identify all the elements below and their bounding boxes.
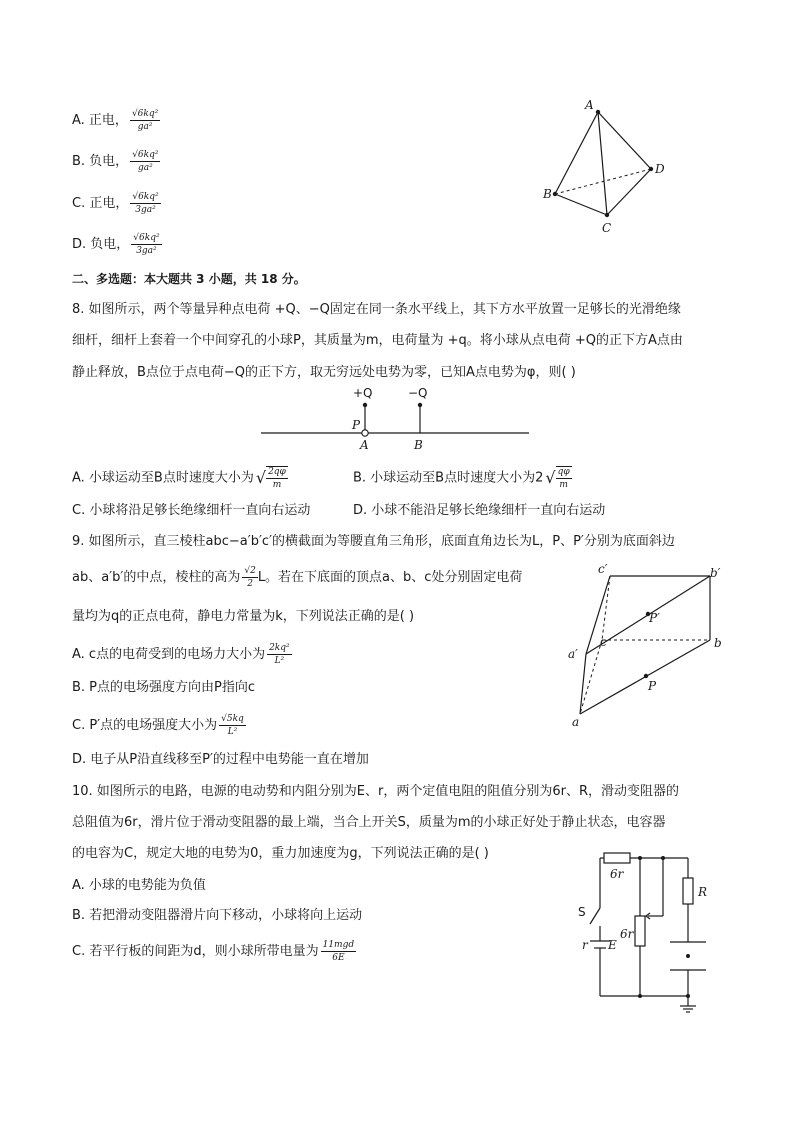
minus-q-label: −Q: [408, 386, 428, 400]
fraction: $\frac{√5kq}{\text{L²}}$: [221, 714, 244, 737]
vertex-label-a: A: [585, 98, 594, 112]
point-p-prime-label: P′: [649, 611, 660, 625]
q10-option-c: C. 若平行板的间距为d，则小球所带电量为 $\frac{\text{11mgd}}{6E}$: [72, 940, 355, 963]
q8-charges-figure: [255, 382, 535, 456]
label-r-resistor: R: [698, 885, 708, 899]
q10-option-a: A. 小球的电势能为负值: [72, 878, 206, 893]
q9-line-2: ab、a′b′的中点，棱柱的高为 $\frac{√2}{2}$ L。若在下底面的顶点a、b、c处分别固定电荷: [72, 566, 523, 589]
fraction: $\frac{\text{√6kq²}}{\text{3ga²}}$: [132, 192, 159, 215]
tetrahedron-figure: [535, 92, 675, 240]
option-label: C. 正电，: [72, 196, 129, 211]
point-b-label: B: [414, 438, 423, 452]
option-label: A. 正电，: [72, 113, 128, 128]
vertex-label-d: D: [655, 162, 665, 176]
q8-option-c: C. 小球将沿足够长绝缘细杆一直向右运动: [72, 503, 311, 518]
fraction: $\frac{\text{√6kq²}}{\text{ga²}}$: [131, 109, 159, 132]
q9-line-3: 量均为q的正点电荷，静电力常量为k，下列说法正确的是( ): [72, 609, 415, 624]
fraction: $\frac{\text{√6kq²}}{\text{3ga²}}$: [133, 233, 160, 256]
vertex-label-b: b: [714, 636, 722, 650]
q7-option-b: [72, 150, 160, 173]
circuit-figure: [570, 846, 720, 1018]
plus-q-label: +Q: [353, 386, 373, 400]
option-label: B. 负电，: [72, 154, 129, 169]
q8-line-2: 细杆，细杆上套着一个中间穿孔的小球P，其质量为m，电荷量为 +q。将小球从点电荷 +Q的正下方A点由: [72, 333, 683, 348]
fraction: $\frac{\text{11mgd}}{6E}$: [322, 940, 355, 963]
q8-option-a: [72, 466, 288, 490]
vertex-label-c-prime: c′: [598, 562, 608, 576]
fraction: $\frac{q\varphi}{m}$: [557, 467, 570, 490]
q8-line-3: 静止释放，B点位于点电荷−Q的正下方，取无穷远处电势为零，已知A点电势为φ，则( ): [72, 365, 576, 380]
vertex-label-b-prime: b′: [710, 566, 721, 580]
fraction: $\frac{√2}{2}$: [244, 566, 256, 589]
vertex-label-a-prime: a′: [568, 647, 578, 661]
point-a-label: A: [360, 438, 369, 452]
option-text: A. 小球运动至B点时速度大小为: [72, 470, 254, 486]
option-text: B. 小球运动至B点时速度大小为2: [353, 470, 544, 486]
vertex-label-b: B: [543, 187, 552, 201]
point-p-label: P: [352, 418, 361, 432]
option-label: D. 负电，: [72, 237, 130, 252]
q9-option-a: A. c点的电荷受到的电场力大小为 $\frac{\text{2kq²}}{\text{L²}}$: [72, 643, 290, 666]
q9-line-1: 9. 如图所示，直三棱柱abc−a′b′c′的横截面为等腰直角三角形，底面直角边长为L，P、P′分别为底面斜边: [72, 534, 675, 549]
q9-option-b: B. P点的电场强度方向由P指向c: [72, 680, 256, 695]
label-emf-e: E: [608, 938, 617, 952]
label-r-internal: r: [582, 938, 588, 952]
vertex-label-c: C: [602, 221, 612, 235]
fraction: $\frac{2q\varphi}{m}$: [268, 467, 286, 490]
sqrt-sign: √: [545, 468, 556, 487]
q8-option-d: D. 小球不能沿足够长绝缘细杆一直向右运动: [353, 503, 606, 518]
point-p-label: P: [648, 679, 657, 693]
q10-line-3: 的电容为C，规定大地的电势为0，重力加速度为g，下列说法正确的是( ): [72, 846, 489, 861]
section-title: 二、多选题：本大题共 3 小题，共 18 分。: [72, 272, 306, 286]
fraction: $\frac{\text{√6kq²}}{\text{ga²}}$: [132, 150, 159, 173]
label-switch-s: S: [578, 905, 586, 919]
fraction: $\frac{\text{2kq²}}{\text{L²}}$: [269, 643, 290, 666]
vertex-label-c: c: [600, 635, 607, 649]
vertex-label-a: a: [572, 715, 580, 729]
label-6r-top: 6r: [610, 867, 624, 881]
q10-line-1: 10. 如图所示的电路，电源的电动势和内阻分别为E、r，两个定值电阻的阻值分别为6r、R，滑动变阻器的: [72, 784, 680, 799]
q9-option-d: D. 电子从P沿直线移至P′的过程中电势能一直在增加: [72, 752, 369, 767]
q10-option-b: B. 若把滑动变阻器滑片向下移动，小球将向上运动: [72, 908, 363, 923]
q8-option-b: [353, 466, 572, 490]
q7-option-a: [72, 109, 160, 132]
q7-option-c: [72, 192, 161, 215]
label-6r-rheostat: 6r: [620, 927, 634, 941]
sqrt-sign: √: [255, 468, 267, 487]
q8-line-1: 8. 如图所示，两个等量异种点电荷 +Q、−Q固定在同一条水平线上，其下方水平放置一足够长的光滑绝缘: [72, 302, 681, 317]
q9-option-c: C. P′点的电场强度大小为 $\frac{√5kq}{\text{L²}}$: [72, 714, 244, 737]
q7-option-d: [72, 233, 162, 256]
q10-line-2: 总阻值为6r，滑片位于滑动变阻器的最上端，当合上开关S，质量为m的小球正好处于静止状态，电容器: [72, 815, 666, 830]
prism-figure: [560, 560, 735, 730]
